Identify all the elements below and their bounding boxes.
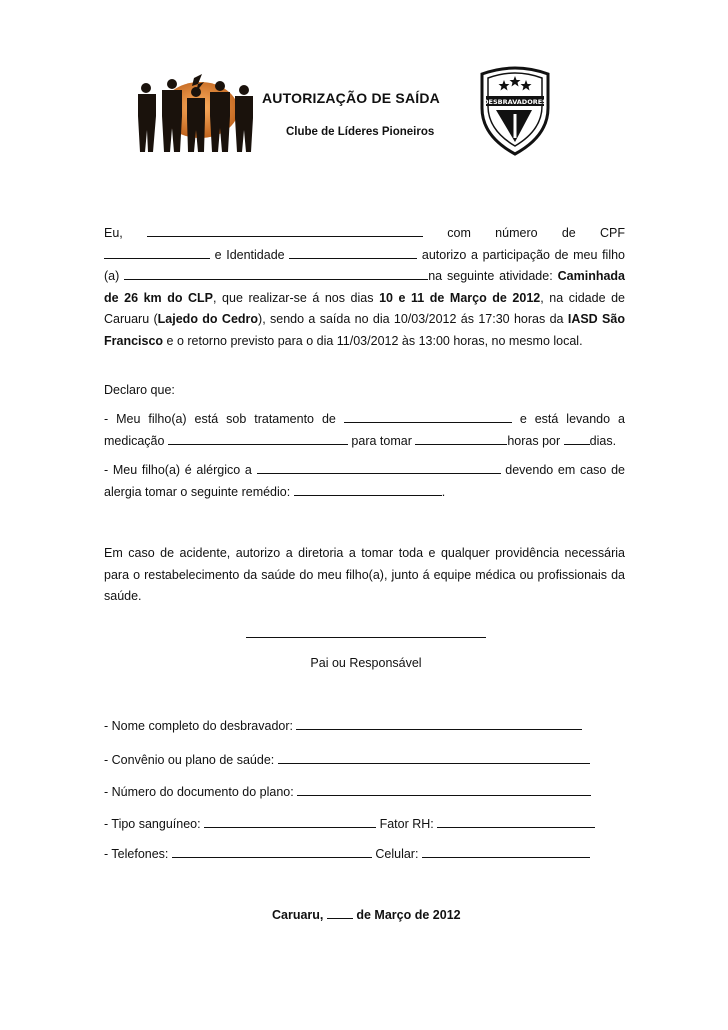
nome-blank[interactable] bbox=[296, 717, 582, 730]
remedy-blank[interactable] bbox=[294, 483, 442, 496]
telefones-blank[interactable] bbox=[172, 845, 372, 858]
signature-label: Pai ou Responsável bbox=[310, 656, 422, 670]
hours-blank[interactable] bbox=[415, 432, 507, 445]
footer-date: Caruaru, de Março de 2012 bbox=[272, 908, 461, 922]
allergy-blank[interactable] bbox=[257, 461, 501, 474]
field-documento: - Número do documento do plano: bbox=[104, 783, 591, 801]
child-name-blank[interactable] bbox=[124, 267, 428, 280]
convenio-blank[interactable] bbox=[278, 751, 590, 764]
allergy-paragraph: - Meu filho(a) é alérgico a devendo em caso de alergia tomar o seguinte remédio: . bbox=[104, 463, 625, 499]
documento-blank[interactable] bbox=[297, 783, 591, 796]
emblem-label: DESBRAVADORES bbox=[483, 98, 547, 106]
field-tipo: - Tipo sanguíneo: Fator RH: bbox=[104, 815, 595, 833]
signature-line[interactable] bbox=[246, 637, 486, 638]
field-convenio: - Convênio ou plano de saúde: bbox=[104, 751, 590, 769]
tipo-blank[interactable] bbox=[204, 815, 376, 828]
medication-blank[interactable] bbox=[168, 432, 348, 445]
intro-paragraph: Eu, com número de CPF e Identidade autorizo a participação de meu filho (a) na seguinte atividade: Caminhada de 26 km do CLP, que realizar-se á nos dias 10 e 11 de Março de 2012, na cidade de Caruaru (Lajedo do Cedro), sendo a saída no dia 10/03/2012 ás 17:30 horas da IASD São Francisco e o retorno previsto para o dia 11/03/2012 às 13:00 horas, no mesmo local. bbox=[104, 226, 626, 348]
field-telefones: - Telefones: Celular: bbox=[104, 845, 590, 863]
identidade-blank[interactable] bbox=[289, 246, 417, 259]
treatment-blank[interactable] bbox=[344, 410, 512, 423]
accident-paragraph: Em caso de acidente, autorizo a diretoria a tomar toda e qualquer providência necessária para o restabelecimento da saúde do meu filho(a), junto á equipe médica ou profissionais da saúde. bbox=[104, 546, 625, 603]
name-blank[interactable] bbox=[147, 224, 423, 237]
hikers-logo bbox=[132, 74, 260, 154]
declaro-heading: Declaro que: bbox=[104, 383, 175, 397]
page-title: AUTORIZAÇÃO DE SAÍDA bbox=[262, 90, 440, 106]
fator-blank[interactable] bbox=[437, 815, 595, 828]
cpf-blank[interactable] bbox=[104, 246, 210, 259]
day-blank[interactable] bbox=[327, 906, 353, 919]
days-blank[interactable] bbox=[564, 432, 590, 445]
celular-blank[interactable] bbox=[422, 845, 590, 858]
page-subtitle: Clube de Líderes Pioneiros bbox=[286, 126, 435, 138]
pathfinder-emblem bbox=[478, 66, 552, 156]
medication-paragraph: - Meu filho(a) está sob tratamento de e está levando a medicação para tomar horas por dias. bbox=[104, 412, 625, 448]
field-nome: - Nome completo do desbravador: bbox=[104, 717, 582, 735]
